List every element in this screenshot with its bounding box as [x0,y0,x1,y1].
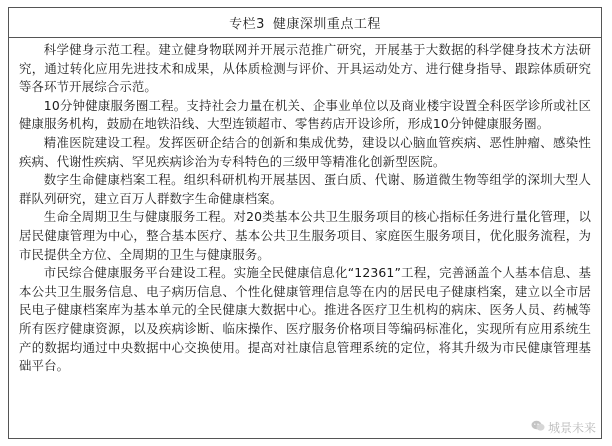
box-body [9,38,601,376]
paragraph-fitness: 科学健身示范工程。建立健身物联网并开展示范推广研究，开展基于大数据的科学健身技术方法研究，通过转化应用先进技术和成果，从体质检测与评价、开具运动处方、进行健身指导、跟踪体质研究等各环节开展综合示范。 [19,42,591,95]
wechat-icon [531,420,548,435]
section-title: 健康深圳重点工程 [272,17,381,32]
watermark [529,419,598,436]
paragraph-platform: 市民综合健康服务平台建设工程。实施全民健康信息化“12361”工程，完善涵盖个人基本信息、基本公共卫生服务信息、电子病历信息、个性化健康管理信息等在内的居民电子健康档案，建立以全市居民电子健康档案库为基本单元的全民健康大数据中心。推进各医疗卫生机构的病床、医务人员、药械等所有医疗健康资源，以及疾病诊断、临床操作、医疗服务价格项目等编码标准化，实现所有应用系统生产的数据均通过中央数据中心交换使用。提高对社康信息管理系统的定位，将其升级为市民健康管理基础平台。 [19,265,591,374]
paragraph-precision-hospital: 精准医院建设工程。发挥医研企结合的创新和集成优势，建设以心脑血管疾病、恶性肿瘤、感染性疾病、代谢性疾病、罕见疾病诊治为专科特色的三级甲等精准化创新型医院。 [19,134,591,169]
box-header [9,8,601,38]
paragraph-digital-archive: 数字生命健康档案工程。组织科研机构开展基因、蛋白质、代谢、肠道微生物等组学的深圳大型人群队列研究，建立百万人群数字生命健康档案。 [19,172,591,206]
watermark-text: 城景未来 [547,421,596,435]
paragraph-service-circle: 10分钟健康服务圈工程。支持社会力量在机关、企事业单位以及商业楼宇设置全科医学诊所或社区健康服务机构，鼓励在地铁沿线、大型连锁超市、零售药店开设诊所，形成10分钟健康服务圈。 [19,97,591,132]
feature-box [8,7,602,439]
section-label: 专栏3 [229,17,265,32]
paragraph-life-cycle: 生命全周期卫生与健康服务工程。对20类基本公共卫生服务项目的核心指标任务进行量化管理，以居民健康管理为中心，整合基本医疗、基本公共卫生服务项目、家庭医生服务项目，优化服务流程，为市民提供全方位、全周期的卫生与健康服务。 [19,209,591,262]
